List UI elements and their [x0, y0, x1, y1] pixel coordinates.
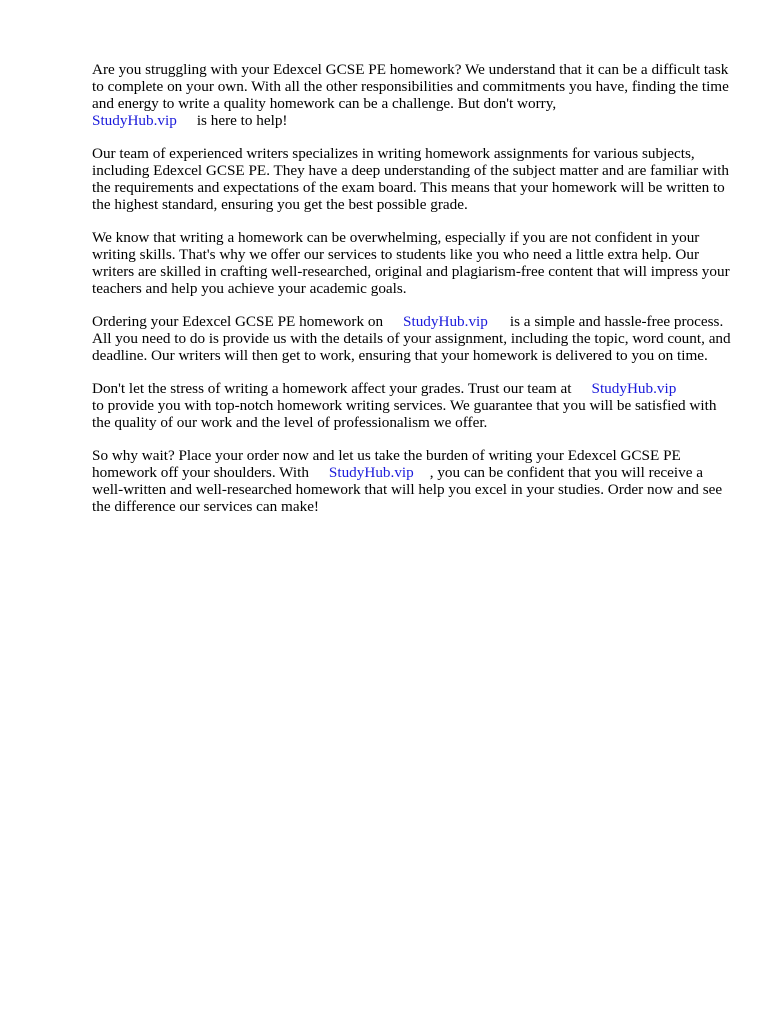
paragraph-stress-text: Don't let the stress of writing a homework affect your grades. Trust our team at — [92, 380, 572, 397]
paragraph-ordering — [92, 313, 732, 364]
studyhub-link[interactable]: StudyHub.vip — [92, 112, 177, 129]
paragraph-ordering-text: Ordering your Edexcel GCSE PE homework on — [92, 313, 384, 330]
paragraph-intro-tail: is here to help! — [196, 112, 288, 129]
paragraph-why-wait — [92, 447, 732, 515]
paragraph-intro — [92, 61, 732, 129]
paragraph-team: Our team of experienced writers specializes in writing homework assignments for various subjects, including Edexcel GCSE PE. They have a deep understanding of the subject matter and are familiar with the requirements and expectations of the exam board. This means that your homework will be written to the highest standard, ensuring you get the best possible grade. — [92, 145, 729, 213]
paragraph-overwhelming: We know that writing a homework can be overwhelming, especially if you are not confident in your writing skills. That's why we offer our services to students like you who need a little extra help. Our writers are skilled in crafting well-researched, original and plagiarism-free content that will impress your teachers and help you achieve your academic goals. — [92, 229, 730, 297]
paragraph-stress — [92, 380, 732, 431]
paragraph-stress-tail: to provide you with top-notch homework writing services. We guarantee that you will be satisfied with the quality of our work and the level of professionalism we offer. — [92, 397, 717, 431]
paragraph-why-wait-tail: , you can be confident that you will receive a well-written and well-researched homework that will help you excel in your studies. Order now and see the difference our services can make! — [92, 464, 723, 515]
studyhub-link[interactable]: StudyHub.vip — [403, 313, 488, 330]
studyhub-link[interactable]: StudyHub.vip — [328, 464, 414, 481]
paragraph-why-wait-text: So why wait? Place your order now and let us take the burden of writing your Edexcel GCSE PE homework off your shoulders. With — [92, 447, 681, 481]
paragraph-ordering-tail: is a simple and hassle-free process. All you need to do is provide us with the details of your assignment, including the topic, word count, and deadline. Our writers will then get to work, ensuring that your homework is delivered to you on time. — [92, 313, 731, 364]
paragraph-intro-text: Are you struggling with your Edexcel GCSE PE homework? We understand that it can be a difficult task to complete on your own. With all the other responsibilities and commitments you have, finding the time and energy to write a quality homework can be a challenge. But don't worry, — [92, 61, 729, 112]
studyhub-link[interactable]: StudyHub.vip — [591, 380, 677, 397]
document-body — [92, 61, 732, 531]
